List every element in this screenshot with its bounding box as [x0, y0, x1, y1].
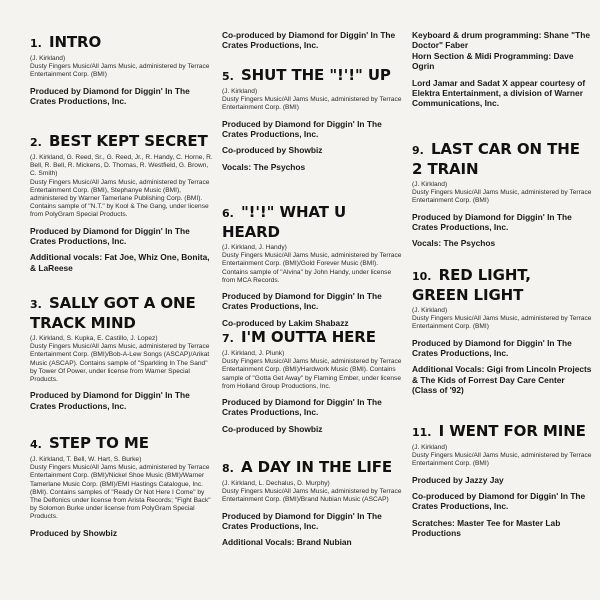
track-3 [30, 294, 215, 411]
track-name: RED LIGHT, GREEN LIGHT [412, 266, 531, 304]
track-credit: Vocals: The Psychos [412, 238, 496, 249]
track-publishing: Dusty Fingers Music/All Jams Music, administered by Terrace Entertainment Corp. (BMI) [222, 96, 402, 112]
track-credit: Co-produced by Showbiz [222, 145, 323, 156]
track-credit: Vocals: The Psychos [222, 161, 306, 172]
track-writers: (J. Kirkland, T. Bell, W. Hart, S. Burke) [30, 456, 142, 463]
track-credit: Additional vocals: Fat Joe, Whiz One, Bonita, & LaReese [30, 252, 210, 273]
track-name: I'M OUTTA HERE [240, 328, 376, 346]
track-credit: Produced by Diamond for Diggin' In The Crates Productions, Inc. [222, 291, 382, 312]
track-writers: (J. Kirkland) [412, 444, 448, 451]
track-name: "!'!" WHAT U HEARD [222, 203, 347, 241]
track-number: 6. [222, 207, 234, 220]
track-name: BEST KEPT SECRET [48, 132, 208, 150]
track-title [222, 458, 404, 478]
track-title [222, 203, 404, 242]
track-name: I WENT FOR MINE [438, 422, 586, 440]
track-publishing: Dusty Fingers Music/All Jams Music, administered by Terrace Entertainment Corp. (BMI)/Hardwork Music (BMI). Contains sample of "Gotta Get Away" by Flaming Ember, under license from Holland Group Productions, Inc. [222, 358, 402, 390]
track-credit: Produced by Jazzy Jay [412, 474, 504, 485]
track-name: STEP TO ME [48, 434, 149, 452]
track-credit: Scratches: Master Tee for Master Lab Productions [412, 517, 561, 539]
track-credit: Produced by Diamond for Diggin' In The Crates Productions, Inc. [412, 337, 572, 359]
track-title [412, 266, 592, 305]
track-publishing: Dusty Fingers Music/All Jams Music, administered by Terrace Entertainment Corp. (BMI) [30, 63, 210, 79]
track-publishing: Dusty Fingers Music/All Jams Music, administered by Terrace Entertainment Corp. (BMI)/Gold Forever Music (BMI). Contains sample of "Alvina" by John Handy, under license from MCA Records. [222, 252, 402, 284]
track-name: INTRO [48, 33, 102, 51]
track-credit: Produced by Diamond for Diggin' In The Crates Productions, Inc. [30, 85, 190, 107]
track-4-continued [222, 30, 404, 51]
continued-credit: Horn Section & Midi Programming: Dave Ogrin [412, 50, 574, 72]
track-publishing: Dusty Fingers Music/All Jams Music, administered by Terrace Entertainment Corp. (BMI), Stephanye Music (BMI), administered by Warner Tamerlane Publishing Corp. (BMI). Contains sample of "N.T." by Kool & The Gang, under license from PolyGram Special Products. [30, 178, 210, 219]
track-2 [30, 132, 215, 273]
track-4 [30, 434, 215, 538]
track-number: 5. [222, 70, 234, 83]
track-number: 4. [30, 438, 42, 451]
track-writers: (J. Kirkland, J. Handy) [222, 244, 287, 251]
track-title [30, 294, 215, 333]
track-number: 2. [30, 136, 42, 149]
track-publishing: Dusty Fingers Music/All Jams Music, administered by Terrace Entertainment Corp. (BMI) [412, 189, 592, 205]
track-credit: Co-produced by Showbiz [222, 423, 323, 434]
track-title [412, 422, 592, 442]
track-number: 11. [412, 426, 432, 439]
track-writers: (J. Kirkland, L. Dechalus, D. Murphy) [222, 480, 330, 487]
track-5 [222, 66, 404, 172]
track-credit: Produced by Diamond for Diggin' In The Crates Productions, Inc. [30, 225, 190, 247]
track-writers: (J. Kirkland, G. Reed, Sr., G. Reed, Jr., R. Handy, C. Horne, R. Bell, R. Bell, R. Mickens, D. Thomas, R. Westfield, G. Brown, C. Smith) [30, 154, 213, 178]
track-writers: (J. Kirkland) [30, 55, 66, 62]
track-name: SALLY GOT A ONE TRACK MIND [30, 294, 196, 332]
track-writers: (J. Kirkland) [412, 307, 448, 314]
track-credit: Co-produced by Lakim Shabazz [222, 317, 349, 328]
track-writers: (J. Kirkland) [222, 88, 258, 95]
track-credit: Produced by Diamond for Diggin' In The Crates Productions, Inc. [222, 510, 382, 532]
track-10 [412, 266, 592, 396]
track-number: 9. [412, 144, 424, 157]
track-publishing: Dusty Fingers Music/All Jams Music, administered by Terrace Entertainment Corp. (BMI) [412, 452, 592, 468]
track-title [30, 434, 215, 454]
track-title [30, 132, 215, 152]
track-writers: (J. Kirkland, S. Kupka, E. Castillo, J. Lopez) [30, 335, 158, 342]
track-9 [412, 140, 592, 249]
track-6 [222, 203, 404, 328]
track-publishing: Dusty Fingers Music/All Jams Music, administered by Terrace Entertainment Corp. (BMI)/Nickel Shoe Music (BMI)/Warner Tamerlane Music Corp. (BMI)/EMI Hastings Catalogue, Inc. (BMI). Contains samples of "Ready Or Not Here I Come" by The Delfonics under license from Arista Records; "Fight Back" by Solomon Burke under license from PolyGram Special Products. [30, 464, 211, 521]
track-title [222, 66, 404, 86]
track-number: 8. [222, 462, 234, 475]
track-number: 1. [30, 37, 42, 50]
track-credit: Co-produced by Diamond for Diggin' In The Crates Productions, Inc. [412, 491, 586, 512]
track-credit: Produced by Diamond for Diggin' In The Crates Productions, Inc. [412, 211, 572, 233]
track-11 [412, 422, 592, 539]
track-writers: (J. Kirkland) [412, 181, 448, 188]
track-title [30, 33, 215, 53]
track-writers: (J. Kirkland, J. Plunk) [222, 350, 285, 357]
continued-credit: Co-produced by Diamond for Diggin' In The Crates Productions, Inc. [222, 30, 396, 51]
track-7 [222, 328, 404, 434]
track-name: A DAY IN THE LIFE [240, 458, 393, 476]
track-title [412, 140, 592, 179]
track-8-continued [412, 30, 592, 109]
track-publishing: Dusty Fingers Music/All Jams Music, administered by Terrace Entertainment Corp. (BMI)/Brand Nubian Music (ASCAP) [222, 488, 402, 504]
track-publishing: Dusty Fingers Music/All Jams Music, administered by Terrace Entertainment Corp. (BMI)/Bob-A-Lew Songs (ASCAP)/Arikat Music (ASCAP). Contains sample of "Sparkling In The Sand" by Tower Of Power, under license from Warner Special Products. [30, 343, 210, 384]
track-credit: Produced by Diamond for Diggin' In The Crates Productions, Inc. [30, 390, 190, 411]
track-title [222, 328, 404, 348]
track-credit: Produced by Showbiz [30, 527, 118, 538]
track-8 [222, 458, 404, 548]
track-number: 10. [412, 270, 432, 283]
continued-credit: Keyboard & drum programming: Shane "The Doctor" Faber [412, 30, 591, 51]
track-credit: Additional Vocals: Gigi from Lincoln Projects & The Kids of Forrest Day Care Center (Class of '92) [412, 364, 592, 396]
track-name: LAST CAR ON THE 2 TRAIN [412, 140, 580, 178]
track-credit: Additional Vocals: Brand Nubian [222, 537, 352, 548]
track-1 [30, 33, 215, 106]
track-number: 7. [222, 332, 234, 345]
continued-credit: Lord Jamar and Sadat X appear courtesy of Elektra Entertainment, a division of Warner Communications, Inc. [412, 77, 586, 109]
track-number: 3. [30, 298, 42, 311]
track-credit: Produced by Diamond for Diggin' In The Crates Productions, Inc. [222, 397, 382, 418]
track-publishing: Dusty Fingers Music/All Jams Music, administered by Terrace Entertainment Corp. (BMI) [412, 315, 592, 331]
track-name: SHUT THE "!'!" UP [240, 66, 391, 84]
track-credit: Produced by Diamond for Diggin' In The Crates Productions, Inc. [222, 118, 382, 140]
